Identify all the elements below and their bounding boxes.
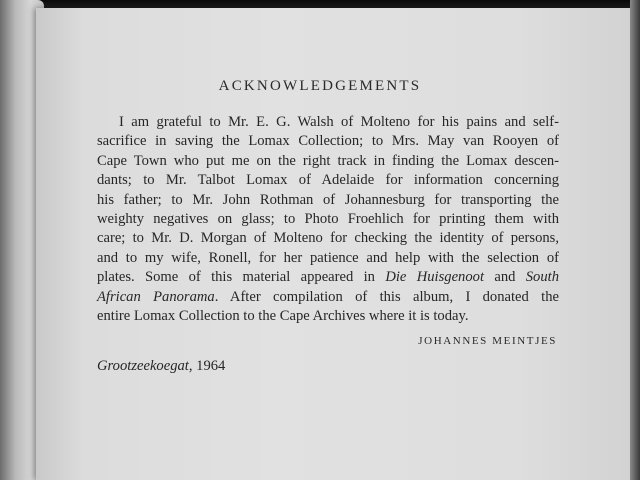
place-date	[97, 358, 225, 375]
place-name: Grootzeekoegat	[97, 358, 189, 374]
paragraph-line: and to my wife, Ronell, for her patience and help with the selection of	[97, 249, 559, 266]
acknowledgements-paragraph	[97, 113, 559, 326]
author-signature: JOHANNES MEINTJES	[418, 335, 557, 347]
paragraph-line: African Panorama. After compilation of this album, I donated the	[97, 288, 559, 305]
paragraph-line: sacrifice in saving the Lomax Collection; to Mrs. May van Rooyen of	[97, 133, 559, 150]
paragraph-line: dants; to Mr. Talbot Lomax of Adelaide for information concerning	[97, 172, 559, 189]
page-heading: ACKNOWLEDGEMENTS	[218, 78, 422, 94]
paragraph-line: Cape Town who put me on the right track in finding the Lomax descen-	[97, 152, 559, 169]
publication-title: Die Huisgenoot	[385, 269, 485, 286]
paragraph-line: weighty negatives on glass; to Photo Froehlich for printing them with	[97, 211, 559, 228]
paragraph-line: his father; to Mr. John Rothman of Johannesburg for transporting the	[97, 191, 559, 208]
date: , 1964	[188, 358, 226, 374]
paragraph-line: care; to Mr. D. Morgan of Molteno for checking the identity of persons,	[97, 230, 559, 247]
paragraph-line: entire Lomax Collection to the Cape Archives where it is today.	[97, 308, 469, 325]
publication-title: African Panorama	[97, 288, 215, 305]
paragraph-line: plates. Some of this material appeared in Die Huisgenoot and South	[97, 269, 559, 286]
publication-title: South	[525, 269, 559, 286]
paragraph-line: I am grateful to Mr. E. G. Walsh of Molteno for his pains and self-	[119, 114, 559, 130]
page-edge-shadow	[630, 0, 640, 480]
